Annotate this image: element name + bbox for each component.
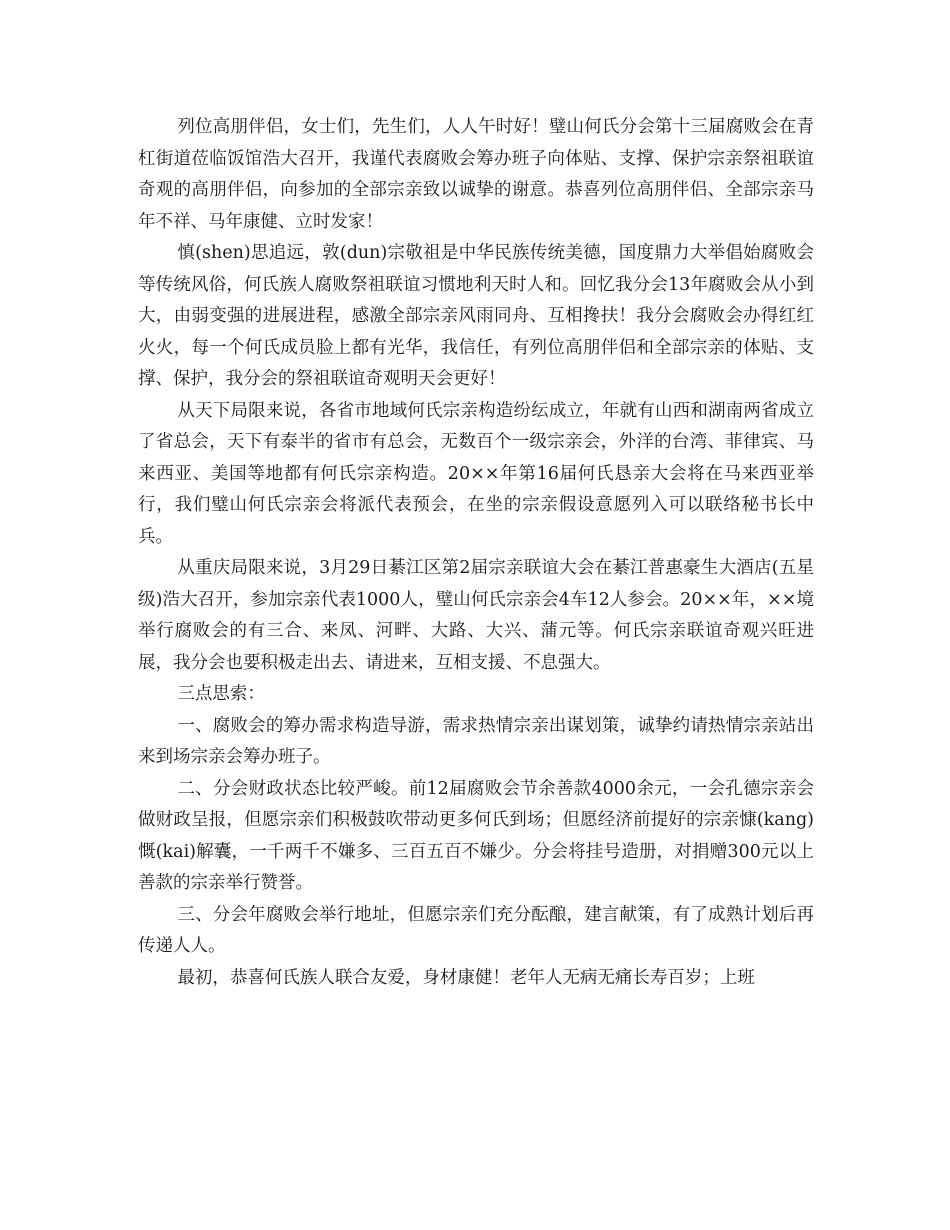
paragraph-tradition: 慎(shen)思追远，敦(dun)宗敬祖是中华民族传统美德，国度鼎力大举倡始腐败会等传统风俗，何氏族人腐败祭祖联谊习惯地利天时人和。回忆我分会13年腐败会从小到大，由弱变强的进展进程，感激全部宗亲风雨同舟、互相搀扶！我分会腐败会办得红红火火，每一个何氏成员脸上都有光华，我信任，有列位高朋伴侣和全部宗亲的体贴、支撑、保护，我分会的祭祖联谊奇观明天会更好！ bbox=[138, 243, 814, 389]
paragraph-chongqing-scope: 从重庆局限来说，3月29日綦江区第2届宗亲联谊大会在綦江普惠豪生大酒店(五星级)浩大召开，参加宗亲代表1000人，璧山何氏宗亲会4车12人参会。20××年，××境举行腐败会的有三合、来凤、河畔、大路、大兴、蒲元等。何氏宗亲联谊奇观兴旺进展，我分会也要积极走出去、请进来，互相支援、不息强大。 bbox=[138, 558, 814, 673]
paragraph-greeting: 列位高朋伴侣，女士们，先生们，人人午时好！璧山何氏分会第十三届腐败会在青杠街道莅临饭馆浩大召开，我谨代表腐败会筹办班子向体贴、支撑、保护宗亲祭祖联谊奇观的高朋伴侣，向参加的全部宗亲致以诚挚的谢意。恭喜列位高朋伴侣、全部宗亲马年不祥、马年康健、立时发家！ bbox=[138, 117, 814, 232]
paragraph-closing: 最初，恭喜何氏族人联合友爱，身材康健！老年人无病无痛长寿百岁；上班 bbox=[177, 967, 755, 988]
paragraph-point-one: 一、腐败会的筹办需求构造导游，需求热情宗亲出谋划策，诚挚约请热情宗亲站出来到场宗亲会筹办班子。 bbox=[138, 715, 814, 767]
paragraph-national-scope: 从天下局限来说，各省市地域何氏宗亲构造纷纭成立，年就有山西和湖南两省成立了省总会，天下有泰半的省市有总会，无数百个一级宗亲会，外洋的台湾、菲律宾、马来西亚、美国等地都有何氏宗亲构造。20××年第16届何氏恳亲大会将在马来西亚举行，我们璧山何氏宗亲会将派代表预会，在坐的宗亲假设意愿列入可以联络秘书长中兵。 bbox=[138, 400, 814, 547]
paragraph-point-two: 二、分会财政状态比较严峻。前12届腐败会节余善款4000余元，一会孔德宗亲会做财政呈报，但愿宗亲们积极鼓吹带动更多何氏到场；但愿经济前提好的宗亲慷(kang)慨(kai)解囊，一千两千不嫌多、三百五百不嫌少。分会将挂号造册，对捐赠300元以上善款的宗亲举行赞誉。 bbox=[138, 778, 814, 893]
paragraph-three-points-heading: 三点思索： bbox=[177, 684, 265, 704]
document-body bbox=[138, 112, 814, 994]
paragraph-point-three: 三、分会年腐败会举行地址，但愿宗亲们充分酝酿，建言献策，有了成熟计划后再传递人人。 bbox=[138, 904, 814, 956]
